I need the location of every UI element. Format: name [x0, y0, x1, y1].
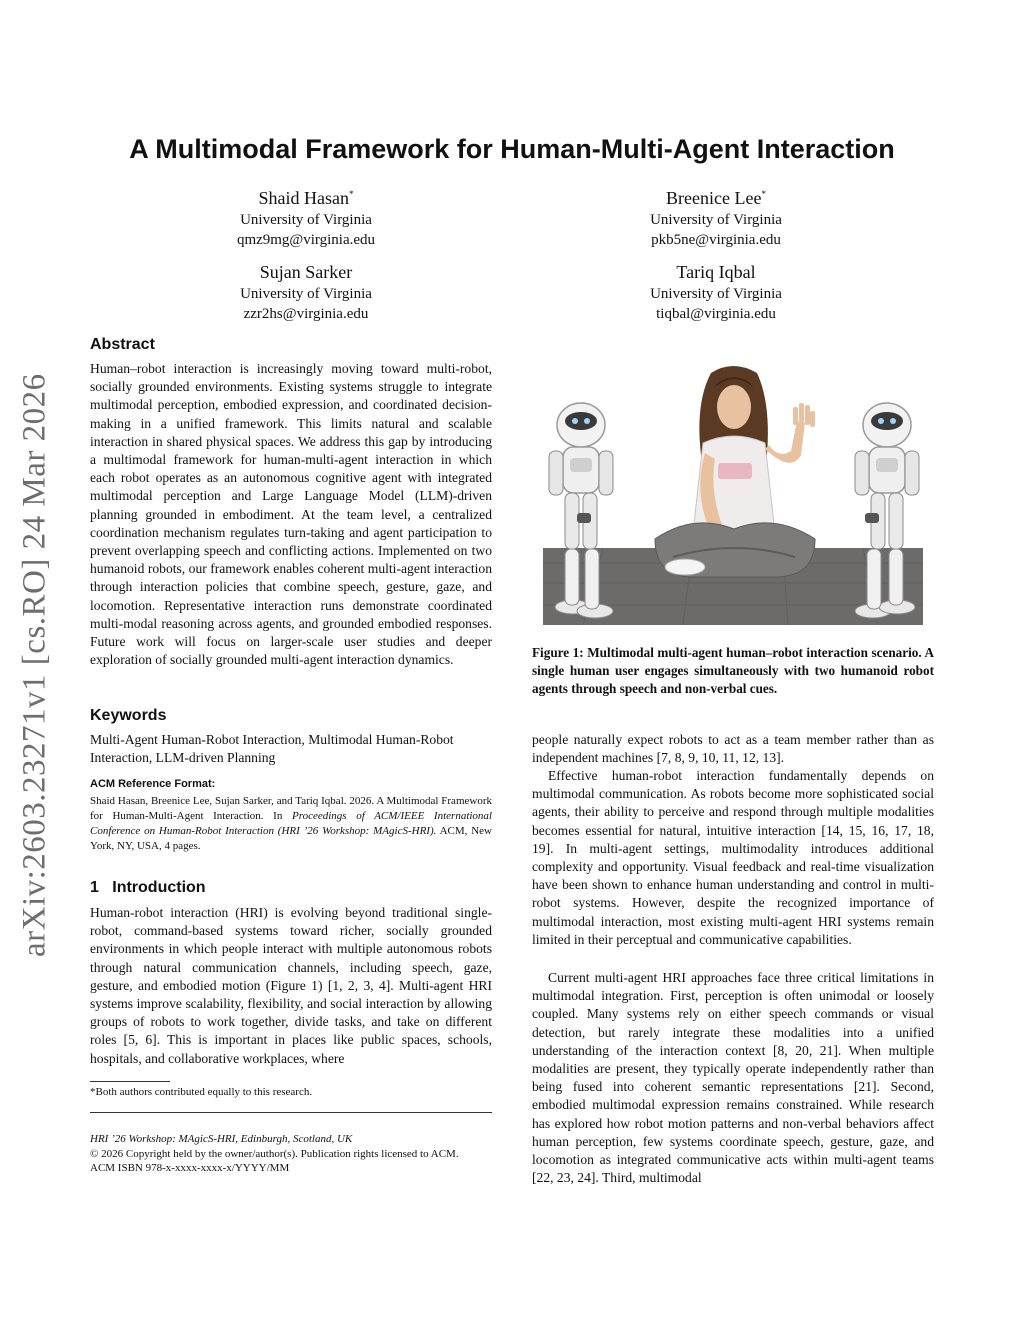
- author-email[interactable]: zzr2hs@virginia.edu: [243, 306, 369, 322]
- body-paragraph: people naturally expect robots to act as a team member rather than as independent machines [7, 8, 9, 10, 11, 12, 13].: [532, 732, 934, 766]
- introduction-heading: 1 Introduction: [90, 879, 206, 896]
- author-name: Breenice Lee: [666, 188, 762, 208]
- author-name: Tariq Iqbal: [676, 262, 756, 282]
- author-affiliation: University of Virginia: [240, 212, 372, 228]
- figure-caption: Figure 1: Multimodal multi-agent human–robot interaction scenario. A single human user engages simultaneously with two humanoid robot agents through speech and non-verbal cues.: [532, 645, 934, 697]
- acm-reference-heading: ACM Reference Format:: [90, 778, 216, 790]
- author-block: [156, 182, 456, 250]
- body-paragraph: Effective human-robot interaction fundamentally depends on multimodal communication. As robots become more sophisticated social agents, their ability to perceive and respond through multiple modalities becomes essential for natural, intuitive interaction [14, 15, 16, 17, 18, 19]. In multi-agent settings, multimodality introduces additional complexity and opportunity. Visual feedback and real-time visualization have been shown to enhance human understanding and control in multi-robot systems. However, despite the recognized importance of multimodal interaction, most existing multi-agent HRI systems remain limited in their perceptual and communicative capabilities.: [532, 768, 934, 947]
- author-affiliation: University of Virginia: [240, 286, 372, 302]
- abstract-heading: Abstract: [90, 336, 155, 353]
- author-email[interactable]: qmz9mg@virginia.edu: [236, 232, 376, 248]
- equal-contribution-mark: *: [761, 189, 766, 199]
- author-email[interactable]: tiqbal@virginia.edu: [656, 306, 776, 322]
- copyright-line: © 2026 Copyright held by the owner/author(s). Publication rights licensed to ACM.: [90, 1148, 459, 1160]
- footnote-rule: [90, 1081, 170, 1082]
- footer-rule: [90, 1112, 492, 1113]
- keywords-heading: Keywords: [90, 707, 167, 724]
- introduction-paragraph: Human-robot interaction (HRI) is evolving beyond traditional single-robot, command-based systems toward richer, socially grounded environments in which people interact with multiple autonomous robots through natural communication channels, including speech, gaze, gesture, and embodied motion (Figure 1) [1, 2, 3, 4]. Multi-agent HRI systems improve scalability, flexibility, and social interaction by allowing groups of robots to work together, divide tasks, and take on different roles [5, 6]. This is important in places like public spaces, schools, hospitals, and collaborative workplaces, where: [90, 905, 492, 1066]
- keywords-text: Multi-Agent Human-Robot Interaction, Multimodal Human-Robot Interaction, LLM-driven Planning: [90, 732, 454, 766]
- author-affiliation: University of Virginia: [650, 286, 782, 302]
- author-block: [566, 182, 866, 250]
- author-name: Shaid Hasan: [258, 188, 349, 208]
- paper-title: A Multimodal Framework for Human-Multi-Agent Interaction: [129, 134, 895, 164]
- footnote: *Both authors contributed equally to this research.: [90, 1086, 313, 1098]
- author-block: [156, 260, 456, 324]
- venue-line: HRI ’26 Workshop: MAgicS-HRI, Edinburgh, Scotland, UK: [90, 1133, 353, 1145]
- author-block: [566, 260, 866, 324]
- arxiv-stamp: arXiv:2603.23271v1 [cs.RO] 24 Mar 2026: [16, 373, 53, 957]
- section-number: 1: [90, 879, 99, 896]
- equal-contribution-mark: *: [348, 189, 354, 199]
- author-affiliation: University of Virginia: [650, 212, 782, 228]
- author-name: Sujan Sarker: [259, 262, 353, 282]
- isbn-line: ACM ISBN 978-x-xxxx-xxxx-x/YYYY/MM: [90, 1162, 290, 1174]
- body-paragraph: Current multi-agent HRI approaches face three critical limitations in multimodal integration. First, perception is often unimodal or loosely coupled. Many systems rely on either speech commands or visual detection, but rarely integrate these modalities into a unified understanding of the interaction context [8, 20, 21]. When multiple modalities are present, they typically operate independently rather than being fused into coherent semantic representations [21]. Second, embodied multimodal expression remains constrained. While research has explored how robot motion patterns and non-verbal behaviors affect human perception, few systems coordinate speech, gesture, gaze, and locomotion as integrated communicative acts within multi-agent teams [22, 23, 24]. Third, multimodal: [532, 970, 934, 1186]
- abstract-text: Human–robot interaction is increasingly moving toward multi-robot, socially grounded environments. Existing systems struggle to integrate multimodal perception, embodied expression, and coordinated decision-making in a unified framework. This limits natural and scalable interaction in shared physical spaces. We address this gap by introducing a multimodal framework for human-multi-agent interaction in which each robot operates as an autonomous cognitive agent with integrated multimodal perception and Large Language Model (LLM)-driven planning grounded in embodiment. At the team level, a centralized coordination mechanism regulates turn-taking and agent participation to prevent overlapping speech and conflicting actions. Implemented on two humanoid robots, our framework enables coherent multi-agent interaction through interaction policies that combine speech, gesture, gaze, and locomotion. Representative interaction runs demonstrate coordinated multi-modal reasoning across agents, and grounded embodied responses. Future work will focus on larger-scale user studies and deeper exploration of socially grounded multi-agent interaction dynamics.: [90, 361, 492, 668]
- author-email[interactable]: pkb5ne@virginia.edu: [651, 232, 781, 248]
- acm-reference-text: Shaid Hasan, Breenice Lee, Sujan Sarker, and Tariq Iqbal. 2026. A Multimodal Framework for Human-Multi-Agent Interaction. In Proceedings of ACM/IEEE International Conference on Human-Robot Interaction (HRI ’26 Workshop: MAgicS-HRI). ACM, New York, NY, USA, 4 pages.: [90, 795, 492, 852]
- figure-photo: [543, 363, 923, 625]
